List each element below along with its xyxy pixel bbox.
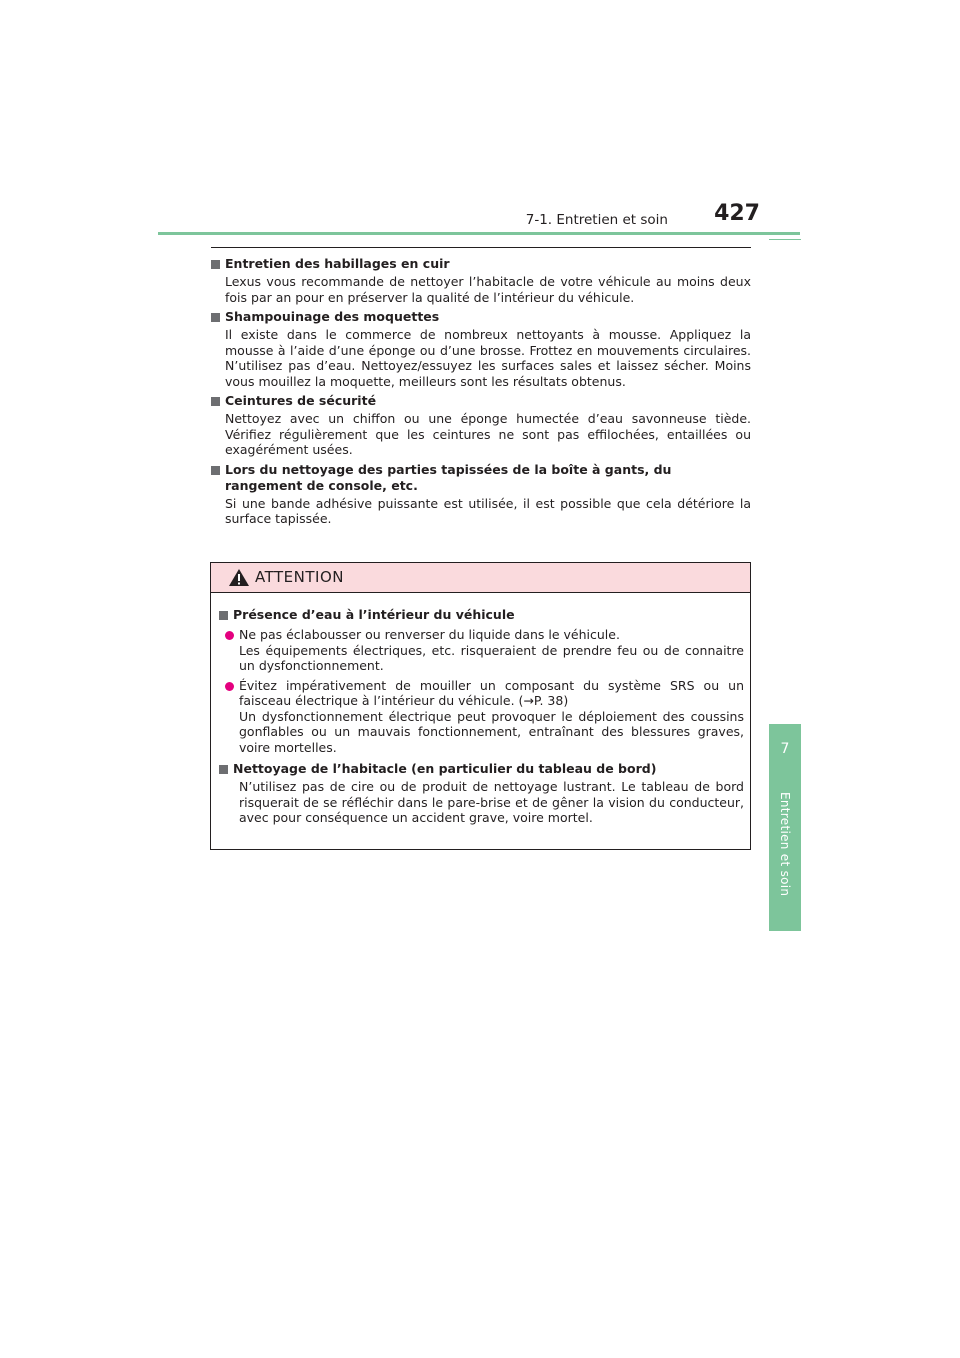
header-rule	[158, 232, 800, 235]
item-title: Lors du nettoyage des parties tapissées de la boîte à gants, du rangement de console, etc.	[225, 461, 672, 493]
square-bullet-icon	[211, 466, 220, 475]
attention-section-title: Nettoyage de l’habitacle (en particulier du tableau de bord)	[233, 761, 657, 776]
item-body: Il existe dans le commerce de nombreux nettoyants à mousse. Appliquez la mousse à l’aide d’une éponge ou d’une brosse. Frottez en mouvements circulaires. N’utilisez pas d’eau. Nettoyez/essuyez les surfaces sales et laissez sécher. Moins vous mouillez la moquette, meilleurs sont les résultats obtenus.	[225, 327, 751, 389]
attention-box	[210, 562, 751, 850]
item-body: Nettoyez avec un chiffon ou une éponge humectée d’eau savonneuse tiède. Vérifiez régulièrement que les ceintures ne sont pas effilochées, entaillées ou exagérément usées.	[225, 411, 751, 457]
square-bullet-icon	[219, 765, 228, 774]
item-title: Ceintures de sécurité	[225, 393, 377, 408]
attention-title: ATTENTION	[255, 568, 344, 586]
warning-triangle-icon	[228, 568, 250, 587]
attention-body	[211, 593, 750, 826]
chapter-number: 7	[780, 741, 790, 757]
bullet-text: Ne pas éclabousser ou renverser du liquide dans le véhicule.	[239, 627, 620, 642]
attention-header	[211, 563, 750, 593]
square-bullet-icon	[211, 397, 220, 406]
side-rule	[769, 239, 801, 240]
attention-bullet	[219, 627, 744, 674]
square-bullet-icon	[211, 260, 220, 269]
bullet-text: Les équipements électriques, etc. risqueraient de prendre feu ou de connaitre un dysfonctionnement.	[239, 642, 744, 673]
item-body: Lexus vous recommande de nettoyer l’habitacle de votre véhicule au moins deux fois par an pour en préserver la qualité de l’intérieur du véhicule.	[225, 274, 751, 305]
attention-bullet	[219, 678, 744, 756]
item-leather	[211, 256, 751, 305]
square-bullet-icon	[219, 611, 228, 620]
bullet-text: Un dysfonctionnement électrique peut provoquer le déploiement des coussins gonflables ou un mauvais fonctionnement, entraînant des blessures graves, voire mortelles.	[239, 708, 744, 755]
chapter-label: Entretien et soin	[778, 792, 792, 897]
circle-bullet-icon	[225, 631, 234, 640]
attention-section-body: N’utilisez pas de cire ou de produit de nettoyage lustrant. Le tableau de bord risquerait de se réfléchir dans le pare-brise et de gêner la vision du conducteur, avec pour conséquence un accident grave, voire mortel.	[239, 779, 744, 825]
item-seatbelts	[211, 393, 751, 458]
item-carpet	[211, 309, 751, 389]
content-rule	[211, 247, 751, 248]
item-title: Entretien des habillages en cuir	[225, 256, 450, 271]
section-title: 7-1. Entretien et soin	[525, 212, 668, 228]
main-content	[211, 256, 751, 531]
item-upholstered	[211, 462, 751, 527]
attention-section-title: Présence d’eau à l’intérieur du véhicule	[233, 607, 515, 622]
square-bullet-icon	[211, 313, 220, 322]
circle-bullet-icon	[225, 682, 234, 691]
item-body: Si une bande adhésive puissante est utilisée, il est possible que cela détériore la surface tapissée.	[225, 495, 751, 526]
bullet-text: Évitez impérativement de mouiller un composant du système SRS ou un faisceau électrique à l’intérieur du véhicule. (→P. 38)	[239, 677, 744, 708]
page-number: 427	[714, 201, 760, 226]
item-title: Shampouinage des moquettes	[225, 309, 440, 324]
page-header	[0, 200, 800, 234]
